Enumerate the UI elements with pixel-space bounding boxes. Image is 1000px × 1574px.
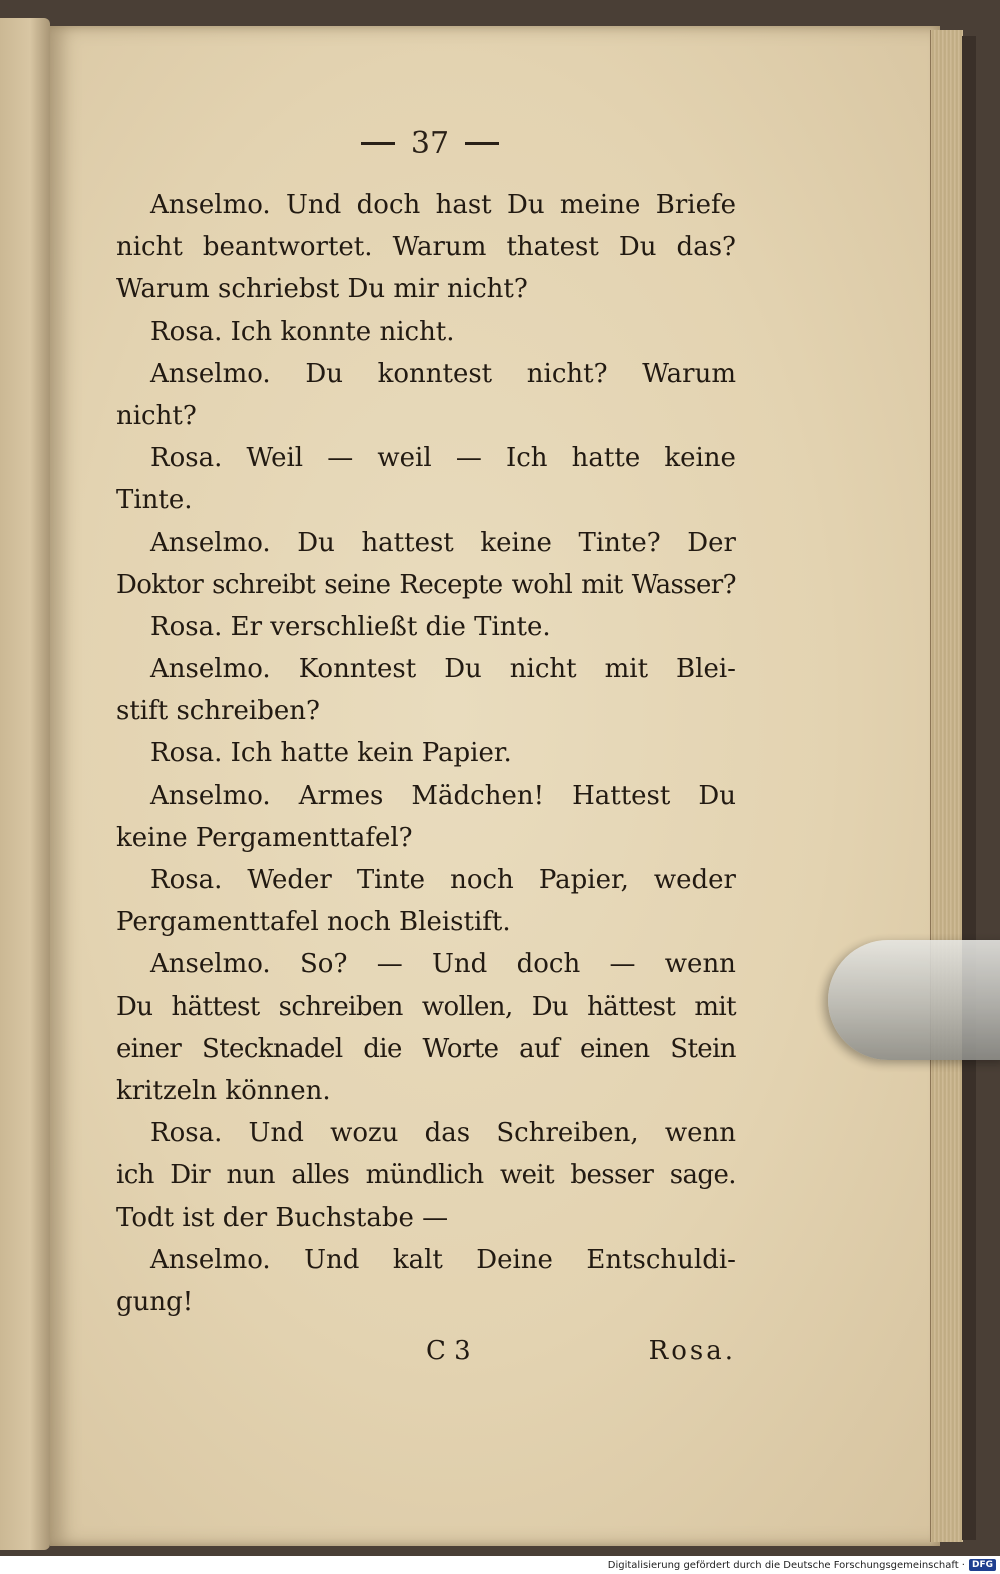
text-line: Todt ist der Buchstabe — [116, 1202, 449, 1233]
text-line [116, 1112, 736, 1154]
word: einen [579, 1033, 650, 1064]
signature-mark: C 3 [426, 1336, 471, 1366]
word: Du [297, 527, 335, 558]
word: Anselmo. [150, 654, 271, 685]
word: hättest [171, 991, 260, 1022]
word: Und [304, 1244, 360, 1275]
text-line: Rosa. Er verschließt die Tinte. [150, 611, 551, 642]
text-line [116, 564, 736, 606]
word: konntest [377, 358, 493, 389]
word: seine [324, 569, 391, 600]
word: hattest [361, 527, 454, 558]
word: Anselmo. [150, 780, 271, 811]
text-line: Rosa. Ich hatte kein Papier. [150, 738, 512, 769]
text-line [116, 184, 736, 226]
word: Schreiben, [496, 1118, 639, 1149]
header-dash-right [465, 142, 499, 145]
word: besser [570, 1160, 654, 1191]
word: Und [248, 1118, 304, 1149]
word: mit [604, 654, 649, 685]
word: nicht [509, 654, 577, 685]
word: doch [516, 949, 581, 980]
word: Ich [505, 443, 548, 474]
word: Warum [642, 358, 736, 389]
word: Du [698, 780, 736, 811]
page-header [330, 118, 530, 168]
word: Tinte [356, 865, 426, 895]
word: alles [291, 1160, 350, 1191]
word: Du [444, 654, 482, 685]
text-line: Rosa. Ich konnte nicht. [150, 316, 455, 347]
word: wollen, [421, 991, 513, 1022]
word: nun [226, 1160, 275, 1191]
credit-bar [0, 1556, 1000, 1574]
word: Doktor [116, 569, 204, 600]
page-footer [116, 1336, 736, 1380]
page-number: 37 [410, 125, 450, 161]
text-line [116, 648, 736, 690]
word: keine [664, 443, 736, 474]
text-line [116, 986, 736, 1028]
word: schreiben [278, 991, 403, 1022]
word: weder [653, 865, 736, 895]
text-line [116, 1239, 736, 1281]
word: Rosa. [150, 865, 223, 895]
word: Tinte? [578, 527, 661, 558]
text-line: Warum schriebst Du mir nicht? [116, 274, 528, 305]
text-line [116, 522, 736, 564]
word: nicht? [526, 358, 608, 389]
word: Du [305, 358, 343, 389]
word: hast [435, 190, 492, 220]
word: Weil [246, 443, 304, 474]
word: — [327, 443, 354, 474]
word: Deine [476, 1244, 553, 1275]
text-line [116, 437, 736, 479]
word: Rosa. [150, 1118, 223, 1149]
word: Papier, [538, 865, 629, 895]
word: mündlich [365, 1160, 484, 1191]
word: noch [450, 865, 514, 895]
text-line: nicht? [116, 400, 197, 431]
text-line: Pergamenttafel noch Bleistift. [116, 907, 511, 938]
word: Du [531, 991, 569, 1022]
page-clip [828, 940, 1000, 1060]
word: Der [687, 527, 736, 558]
word: Rosa. [150, 443, 223, 474]
word: weit [499, 1160, 554, 1191]
left-page-edge [0, 18, 50, 1550]
word: mit [581, 569, 623, 600]
text-line: keine Pergamenttafel? [116, 822, 413, 853]
word: Anselmo. [150, 190, 271, 220]
word: Armes [298, 780, 384, 811]
word: wenn [664, 949, 736, 980]
word: wenn [664, 1118, 736, 1149]
credit-text: Digitalisierung gefördert durch die Deutsche Forschungsgemeinschaft · [607, 1559, 965, 1571]
text-line [116, 1154, 736, 1196]
catchword: Rosa. [648, 1336, 736, 1366]
text-line: Tinte. [116, 485, 193, 516]
word: thatest [506, 232, 599, 263]
word: Blei- [676, 654, 736, 685]
word: Dir [170, 1160, 211, 1191]
dfg-logo: DFG [969, 1559, 996, 1571]
page-block-edge [930, 30, 963, 1542]
word: Worte [422, 1033, 499, 1064]
text-line [116, 353, 736, 395]
book-cover-edge [962, 36, 976, 1540]
word: Du [506, 190, 545, 220]
word: Recepte [399, 569, 503, 600]
word: das? [676, 232, 736, 263]
word: So? [299, 949, 348, 980]
word: hättest [587, 991, 676, 1022]
word: Briefe [655, 190, 736, 220]
word: Weder [247, 865, 332, 895]
word: Entschuldi- [586, 1244, 736, 1275]
word: Anselmo. [150, 949, 271, 980]
word: einer [116, 1033, 182, 1064]
word: Anselmo. [150, 1244, 271, 1275]
header-dash-left [361, 142, 395, 145]
word: Du [116, 991, 153, 1022]
word: mit [694, 991, 736, 1022]
word: ich [116, 1160, 154, 1191]
word: sage. [669, 1160, 736, 1191]
word: — [609, 949, 636, 980]
word: Stein [670, 1033, 736, 1064]
word: das [424, 1118, 471, 1149]
text-line [116, 1028, 736, 1070]
word: Und [431, 949, 488, 980]
word: Du [618, 232, 657, 263]
word: keine [480, 527, 552, 558]
word: Anselmo. [150, 527, 271, 558]
word: Und [286, 190, 342, 220]
text-line [116, 859, 736, 901]
word: nicht [116, 232, 183, 263]
word: schreibt [212, 569, 316, 600]
word: Warum [392, 232, 487, 263]
word: Anselmo. [150, 358, 271, 389]
word: hatte [571, 443, 641, 474]
word: Mädchen! [411, 780, 545, 811]
word: — [376, 949, 403, 980]
word: wohl [511, 569, 573, 600]
word: beantwortet. [202, 232, 373, 263]
text-line: stift schreiben? [116, 696, 320, 727]
word: auf [519, 1033, 560, 1064]
text-line [116, 226, 736, 268]
word: Hattest [572, 780, 671, 811]
word: — [455, 443, 482, 474]
word: kalt [392, 1244, 443, 1275]
dialogue-text [116, 184, 736, 1323]
word: wozu [330, 1118, 399, 1149]
word: Stecknadel [201, 1033, 343, 1064]
word: meine [559, 190, 641, 220]
word: die [363, 1033, 402, 1064]
text-line [116, 775, 736, 817]
text-line [116, 943, 736, 985]
word: Wasser? [631, 569, 736, 600]
text-line: gung! [116, 1286, 194, 1317]
word: doch [356, 190, 421, 220]
word: Konntest [298, 654, 417, 685]
word: weil [377, 443, 432, 474]
text-line: kritzeln können. [116, 1075, 331, 1106]
